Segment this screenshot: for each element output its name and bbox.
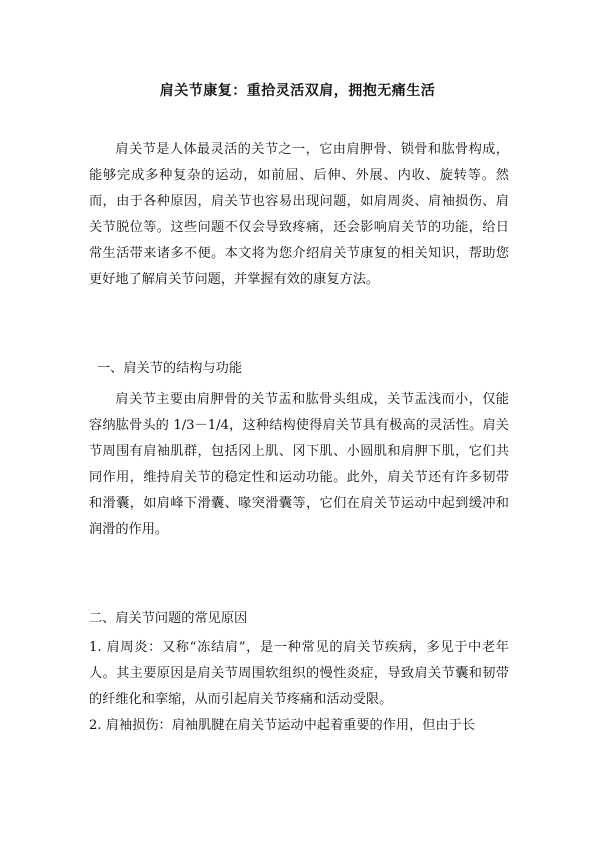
section2-item-2: 2. 肩袖损伤：肩袖肌腱在肩关节运动中起着重要的作用，但由于长 xyxy=(89,718,476,733)
section1-paragraph: 肩关节主要由肩胛骨的关节盂和肱骨头组成，关节盂浅而小，仅能容纳肱骨头的 1/3－1/4，这种结构使得肩关节具有极高的灵活性。肩关节周围有肩袖肌群，包括冈上肌、冈下肌、小圆肌和肩胛下肌，它们共同作用，维持肩关节的稳定性和运动功能。此外，肩关节还有许多韧带和滑囊，如肩峰下滑囊、喙突滑囊等，它们在肩关节运动中起到缓冲和润滑的作用。 xyxy=(89,392,509,538)
section1-heading: 一、肩关节的结构与功能 xyxy=(97,361,243,376)
document-title: 肩关节康复：重拾灵活双肩，拥抱无痛生活 xyxy=(159,83,436,99)
section2-item-1: 1. 肩周炎：又称“冻结肩”，是一种常见的肩关节疾病，多见于中老年人。其主要原因是肩关节周围软组织的慢性炎症，导致肩关节囊和韧带的纤维化和挛缩，从而引起肩关节疼痛和活动受限。 xyxy=(89,640,509,708)
intro-paragraph: 肩关节是人体最灵活的关节之一，它由肩胛骨、锁骨和肱骨构成，能够完成多种复杂的运动，如前屈、后伸、外展、内收、旋转等。然而，由于各种原因，肩关节也容易出现问题，如肩周炎、肩袖损伤、肩关节脱位等。这些问题不仅会导致疼痛，还会影响肩关节的功能，给日常生活带来诸多不便。本文将为您介绍肩关节康复的相关知识，帮助您更好地了解肩关节问题，并掌握有效的康复方法。 xyxy=(89,142,509,288)
section2-heading: 二、肩关节问题的常见原因 xyxy=(89,611,248,626)
